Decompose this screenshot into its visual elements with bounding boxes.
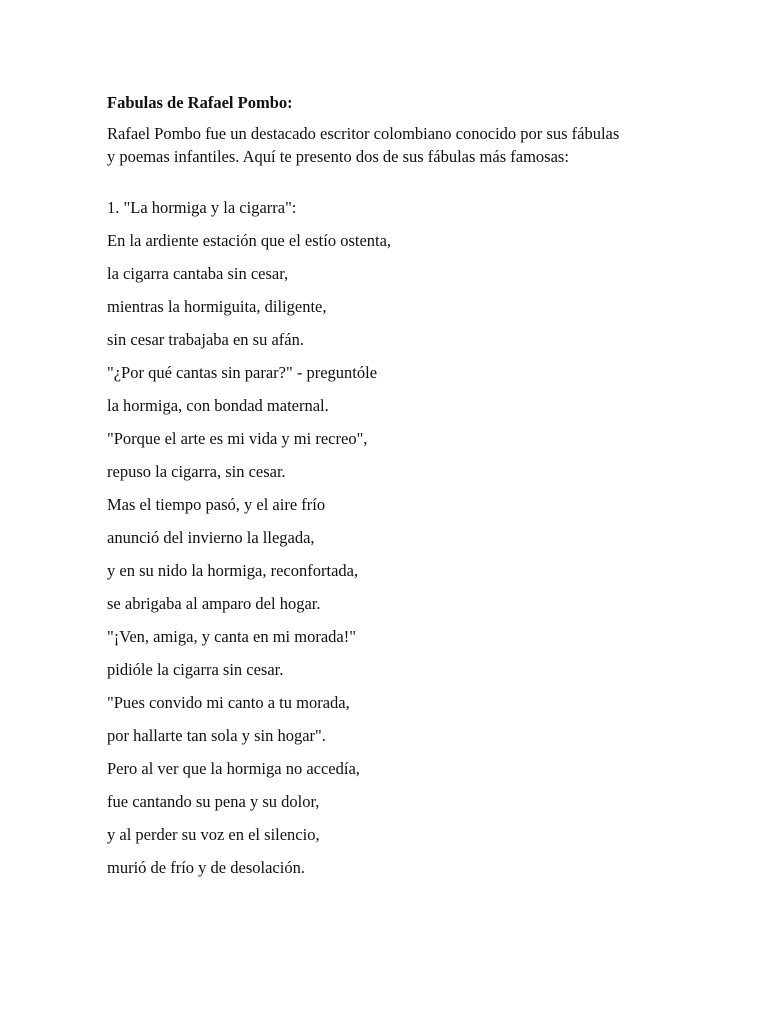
verse-line: la cigarra cantaba sin cesar, [107,264,289,283]
verse-line: Pero al ver que la hormiga no accedía, [107,759,360,778]
fable-verses [107,224,707,884]
verse-line: y en su nido la hormiga, reconfortada, [107,561,359,580]
verse-line: mientras la hormiguita, diligente, [107,297,327,316]
verse-line: "Porque el arte es mi vida y mi recreo", [107,429,368,448]
verse-line: repuso la cigarra, sin cesar. [107,462,286,481]
verse-line: "¿Por qué cantas sin parar?" - preguntóle [107,363,378,382]
verse-line: "Pues convido mi canto a tu morada, [107,693,350,712]
verse-line: anunció del invierno la llegada, [107,528,315,547]
verse-line: fue cantando su pena y su dolor, [107,792,320,811]
verse-line: En la ardiente estación que el estío ostenta, [107,231,392,250]
verse-line: murió de frío y de desolación. [107,858,305,877]
verse-line: sin cesar trabajaba en su afán. [107,330,304,349]
intro-line: y poemas infantiles. Aquí te presento dos de sus fábulas más famosas: [107,147,569,166]
verse-line: Mas el tiempo pasó, y el aire frío [107,495,326,514]
intro-paragraph [107,122,707,168]
document-body [107,92,707,884]
verse-line: por hallarte tan sola y sin hogar". [107,726,326,745]
verse-line: se abrigaba al amparo del hogar. [107,594,321,613]
verse-line: y al perder su voz en el silencio, [107,825,320,844]
verse-line: la hormiga, con bondad maternal. [107,396,329,415]
intro-line: Rafael Pombo fue un destacado escritor colombiano conocido por sus fábulas [107,124,620,143]
fable-heading: 1. "La hormiga y la cigarra": [107,198,297,217]
verse-line: pidióle la cigarra sin cesar. [107,660,284,679]
verse-line: "¡Ven, amiga, y canta en mi morada!" [107,627,356,646]
document-title: Fabulas de Rafael Pombo: [107,93,293,112]
